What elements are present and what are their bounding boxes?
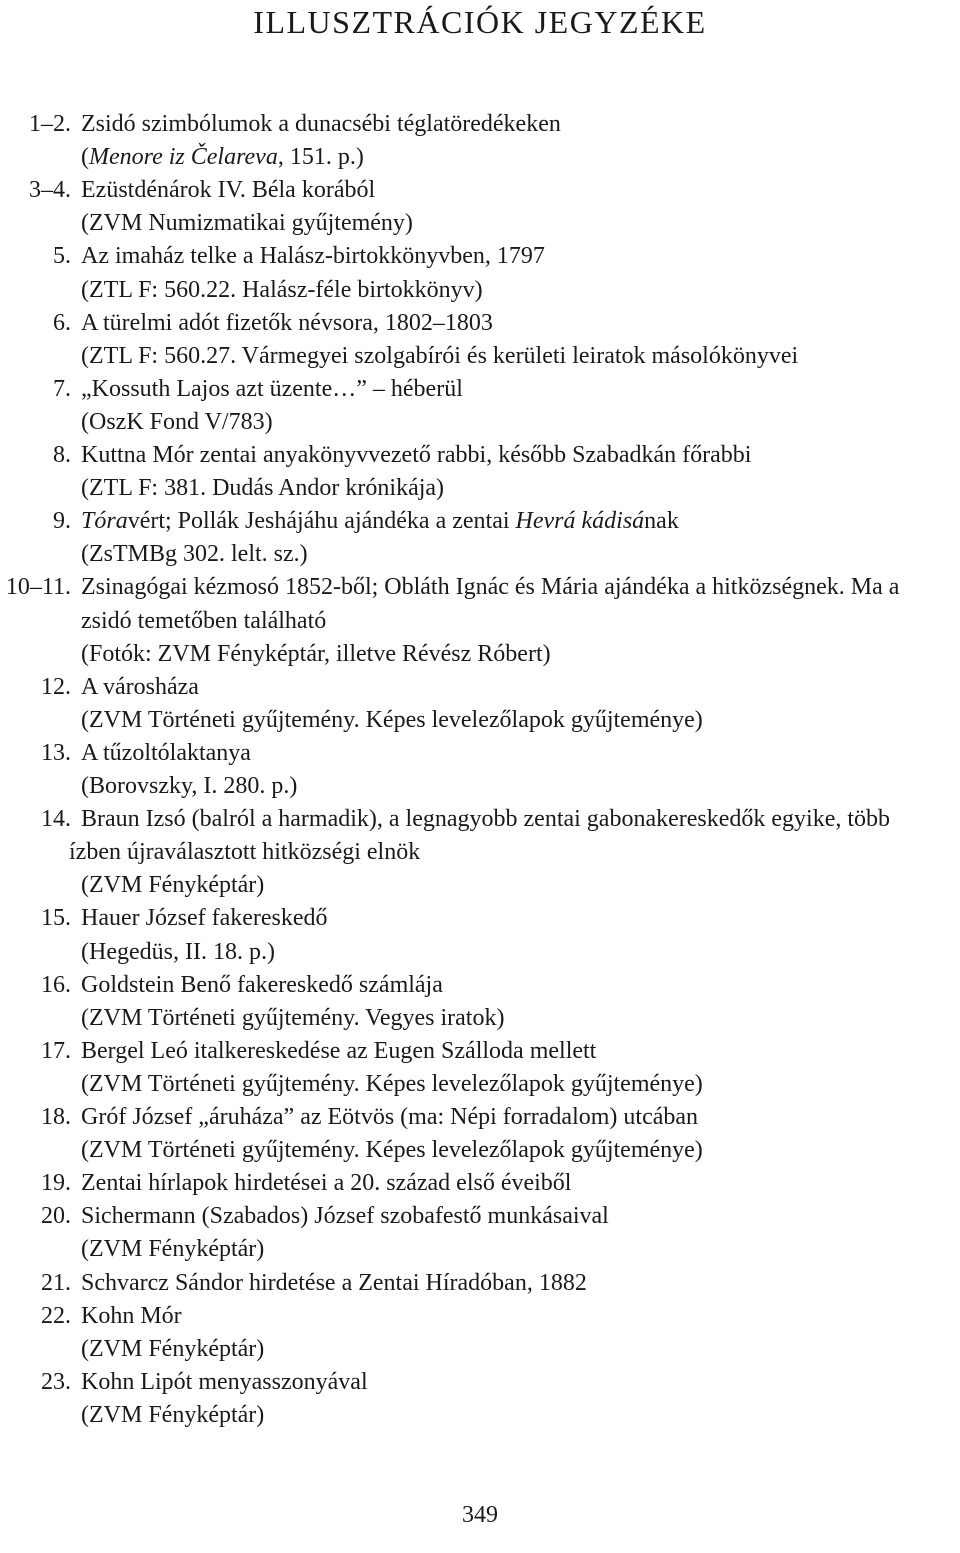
item-number: 15. <box>41 905 71 931</box>
item-text <box>81 1068 703 1101</box>
item-text <box>81 274 483 307</box>
list-item-continuation <box>0 936 960 969</box>
text-segment: (ZsTMBg 302. lelt. sz.) <box>81 541 308 567</box>
text-segment: Goldstein Benő fakereskedő számlája <box>81 972 443 998</box>
text-segment: (ZVM Történeti gyűjtemény. Képes levelezőlapok gyűjteménye) <box>81 707 703 733</box>
list-item <box>0 505 960 538</box>
item-text <box>81 671 199 704</box>
text-segment: Hauer József fakereskedő <box>81 905 328 931</box>
item-text <box>81 936 275 969</box>
list-item-continuation <box>0 406 960 439</box>
item-text <box>81 1002 504 1035</box>
text-segment: (ZTL F: 560.27. Vármegyei szolgabírói és kerületi leiratok másolókönyvei <box>81 343 799 369</box>
item-text <box>81 1333 264 1366</box>
item-number: 8. <box>53 442 71 468</box>
text-segment: Zentai hírlapok hirdetései a 20. század első éveiből <box>81 1170 572 1196</box>
item-text <box>81 1366 368 1399</box>
text-segment: (Borovszky, I. 280. p.) <box>81 773 298 799</box>
text-segment: Kohn Lipót menyasszonyával <box>81 1369 368 1395</box>
list-item <box>0 671 960 704</box>
list-item <box>0 174 960 207</box>
text-segment: Schvarcz Sándor hirdetése a Zentai Híradóban, 1882 <box>81 1270 587 1296</box>
text-segment: „Kossuth Lajos azt üzente…” – héberül <box>81 376 463 402</box>
item-number: 14. <box>41 806 71 832</box>
list-item-continuation <box>0 538 960 571</box>
list-item <box>0 108 960 141</box>
text-segment: (ZTL F: 381. Dudás Andor krónikája) <box>81 475 445 501</box>
italic-text: Hevrá kádisá <box>515 508 645 534</box>
item-text <box>81 605 326 638</box>
italic-text: Tóra <box>81 508 128 534</box>
item-text <box>81 704 703 737</box>
item-text <box>81 770 297 803</box>
item-number: 3–4. <box>29 177 71 203</box>
text-segment: Az imaház telke a Halász-birtokkönyvben, 1797 <box>81 243 545 269</box>
item-text <box>81 902 328 935</box>
item-number: 18. <box>41 1104 71 1130</box>
item-number: 9. <box>53 508 71 534</box>
text-segment: Zsidó szimbólumok a dunacsébi téglatöredékeken <box>81 111 561 137</box>
item-text <box>81 969 443 1002</box>
list-item-continuation <box>0 605 960 638</box>
item-text <box>81 869 264 902</box>
item-text <box>81 1267 587 1300</box>
item-number: 6. <box>53 310 71 336</box>
list-item-continuation <box>0 472 960 505</box>
item-text <box>81 803 890 836</box>
text-segment: ( <box>81 144 89 170</box>
list-item <box>0 1366 960 1399</box>
item-number: 17. <box>41 1038 71 1064</box>
item-text <box>81 240 545 273</box>
item-text <box>81 1200 609 1233</box>
item-number: 5. <box>53 243 71 269</box>
item-number: 23. <box>41 1369 71 1395</box>
text-segment: A városháza <box>81 674 199 700</box>
text-segment: ízben újraválasztott hitközségi elnök <box>69 839 421 865</box>
item-number: 10–11. <box>5 574 71 600</box>
list-item <box>0 240 960 273</box>
list-item-continuation <box>0 836 960 869</box>
list-item <box>0 373 960 406</box>
list-item <box>0 571 960 604</box>
item-text <box>81 472 444 505</box>
item-number: 21. <box>41 1270 71 1296</box>
page-number: 349 <box>462 1502 498 1528</box>
list-item <box>0 1300 960 1333</box>
list-item-continuation <box>0 1068 960 1101</box>
text-segment: A türelmi adót fizetők névsora, 1802–1803 <box>81 310 493 336</box>
list-item-continuation <box>0 274 960 307</box>
text-segment: (ZVM Fényképtár) <box>81 1236 265 1262</box>
text-segment: (Fotók: ZVM Fényképtár, illetve Révész Róbert) <box>81 641 551 667</box>
italic-text: Menore iz Čelareva <box>89 144 278 170</box>
list-item-continuation <box>0 340 960 373</box>
list-item <box>0 1267 960 1300</box>
text-segment: (Hegedüs, II. 18. p.) <box>81 939 275 965</box>
item-text <box>81 1035 596 1068</box>
text-segment: Sichermann (Szabados) József szobafestő munkásaival <box>81 1203 609 1229</box>
item-text <box>81 207 413 240</box>
item-text <box>81 439 751 472</box>
page-title: ILLUSZTRÁCIÓK JEGYZÉKE <box>253 4 707 40</box>
list-item-continuation <box>0 770 960 803</box>
text-segment: (ZVM Fényképtár) <box>81 1336 265 1362</box>
list-item-continuation <box>0 638 960 671</box>
list-item-continuation <box>0 1002 960 1035</box>
item-text <box>81 1233 264 1266</box>
item-text <box>81 108 561 141</box>
text-segment: Ezüstdénárok IV. Béla korából <box>81 177 376 203</box>
item-text <box>81 141 364 174</box>
text-segment: (ZVM Történeti gyűjtemény. Képes levelezőlapok gyűjteménye) <box>81 1071 703 1097</box>
text-segment: zsidó temetőben található <box>81 608 327 634</box>
item-text <box>81 571 899 604</box>
list-item-continuation <box>0 1333 960 1366</box>
list-item <box>0 307 960 340</box>
text-segment: (ZVM Numizmatikai gyűjtemény) <box>81 210 413 236</box>
text-segment: vért; Pollák Jeshájáhu ajándéka a zentai <box>127 508 516 534</box>
item-text <box>81 1134 703 1167</box>
list-item-continuation <box>0 869 960 902</box>
item-number: 22. <box>41 1303 71 1329</box>
text-segment: (ZVM Történeti gyűjtemény. Vegyes iratok) <box>81 1005 505 1031</box>
list-item-continuation <box>0 141 960 174</box>
list-item <box>0 1167 960 1200</box>
list-item-continuation <box>0 1134 960 1167</box>
text-segment: (ZTL F: 560.22. Halász-féle birtokkönyv) <box>81 277 483 303</box>
text-segment: , 151. p.) <box>277 144 364 170</box>
list-item <box>0 1101 960 1134</box>
item-number: 20. <box>41 1203 71 1229</box>
list-item <box>0 1035 960 1068</box>
text-segment: Kuttna Mór zentai anyakönyvvezető rabbi, később Szabadkán főrabbi <box>81 442 752 468</box>
list-item-continuation <box>0 207 960 240</box>
item-text <box>81 1101 698 1134</box>
list-item <box>0 1200 960 1233</box>
text-segment: (ZVM Történeti gyűjtemény. Képes levelezőlapok gyűjteménye) <box>81 1137 703 1163</box>
text-segment: Bergel Leó italkereskedése az Eugen Szálloda mellett <box>81 1038 597 1064</box>
item-text <box>81 737 251 770</box>
list-item <box>0 737 960 770</box>
text-segment: (ZVM Fényképtár) <box>81 1402 265 1428</box>
list-item-continuation <box>0 1233 960 1266</box>
text-segment: A tűzoltólaktanya <box>81 740 251 766</box>
text-segment: Gróf József „áruháza” az Eötvös (ma: Népi forradalom) utcában <box>81 1104 699 1130</box>
text-segment: Kohn Mór <box>81 1303 182 1329</box>
item-text <box>81 307 493 340</box>
list-item <box>0 902 960 935</box>
list-item <box>0 439 960 472</box>
list-item <box>0 803 960 836</box>
item-text <box>81 174 375 207</box>
item-text <box>81 1300 182 1333</box>
list-item-continuation <box>0 1399 960 1432</box>
text-segment: nak <box>644 508 679 534</box>
item-number: 1–2. <box>29 111 71 137</box>
text-segment: Zsinagógai kézmosó 1852-ből; Obláth Ignác és Mária ajándéka a hitközségnek. Ma a <box>81 574 900 600</box>
list-item <box>0 969 960 1002</box>
item-text <box>81 373 463 406</box>
item-text <box>81 505 679 538</box>
item-text <box>81 1399 264 1432</box>
text-segment: Braun Izsó (balról a harmadik), a legnagyobb zentai gabonakereskedők egyike, több <box>81 806 891 832</box>
item-text <box>81 1167 571 1200</box>
item-number: 19. <box>41 1170 71 1196</box>
item-number: 7. <box>53 376 71 402</box>
list-item-continuation <box>0 704 960 737</box>
item-text <box>81 538 308 571</box>
item-number: 13. <box>41 740 71 766</box>
item-number: 12. <box>41 674 71 700</box>
item-text <box>81 406 273 439</box>
text-segment: (OszK Fond V/783) <box>81 409 273 435</box>
item-number: 16. <box>41 972 71 998</box>
item-text <box>69 836 420 869</box>
item-text <box>81 340 798 373</box>
text-segment: (ZVM Fényképtár) <box>81 872 265 898</box>
item-text <box>81 638 551 671</box>
